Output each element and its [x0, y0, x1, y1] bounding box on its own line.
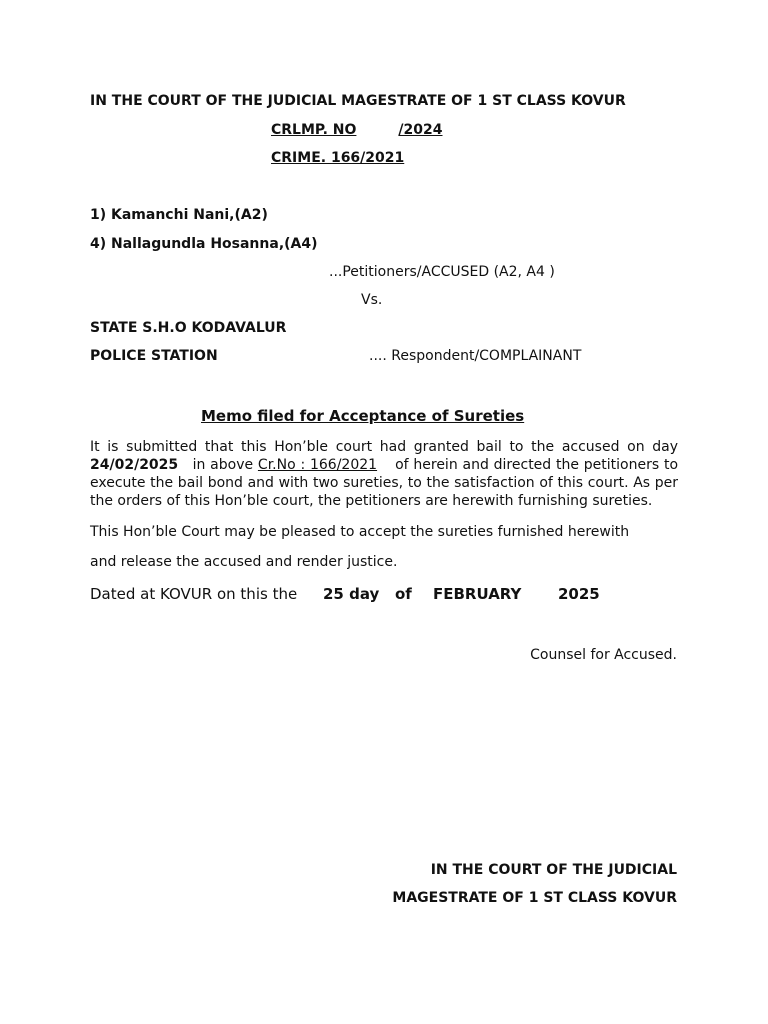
crlmp-number [271, 122, 443, 138]
memo-paragraph [90, 438, 678, 510]
crime-number: CRIME. 166/2021 [271, 150, 405, 166]
crlmp-suffix: /2024 [398, 122, 443, 138]
footer-court-line-1: IN THE COURT OF THE JUDICIAL [430, 862, 677, 878]
respondent-label: .... Respondent/COMPLAINANT [369, 348, 582, 364]
dated-prefix: Dated at KOVUR on this the [90, 585, 298, 603]
accused-4: 4) Nallagundla Hosanna,(A4) [90, 236, 318, 252]
crlmp-prefix: CRLMP. NO [271, 122, 357, 138]
dated-year: 2025 [558, 585, 600, 603]
respondent-name: STATE S.H.O KODAVALUR [90, 320, 287, 336]
respondent-station: POLICE STATION [90, 348, 218, 364]
prayer-line-1: This Hon’ble Court may be pleased to accept the sureties furnished herewith [90, 524, 630, 540]
bail-date: 24/02/2025 [90, 457, 179, 473]
court-title: IN THE COURT OF THE JUDICIAL MAGESTRATE OF 1 ST CLASS KOVUR [90, 93, 626, 109]
dated-month: FEBRUARY [433, 585, 522, 603]
versus-label: Vs. [361, 292, 383, 308]
dated-of: of [395, 585, 412, 603]
counsel-signature: Counsel for Accused. [530, 647, 677, 663]
prayer-line-2: and release the accused and render justice. [90, 554, 398, 570]
dated-day: 25 day [323, 585, 380, 603]
para1-rest: of herein and directed the petitioners to execute the bail bond and with two sureties, to the satisfaction of this court. As per the orders of this Hon’ble court, the petitioners are herewith furnishing sureties. [90, 457, 679, 509]
crime-reference-text: Cr.No : 166/2021 [257, 457, 378, 473]
dated-line [0, 584, 768, 606]
memo-title: Memo filed for Acceptance of Sureties [201, 407, 525, 425]
crime-reference [258, 457, 395, 473]
para1-mid: in above [178, 457, 258, 473]
para1-intro: It is submitted that this Hon’ble court had granted bail to the accused on day [90, 439, 678, 455]
footer-court-line-2: MAGESTRATE OF 1 ST CLASS KOVUR [392, 890, 677, 906]
accused-1: 1) Kamanchi Nani,(A2) [90, 207, 268, 223]
petitioners-label: ...Petitioners/ACCUSED (A2, A4 ) [329, 264, 555, 280]
